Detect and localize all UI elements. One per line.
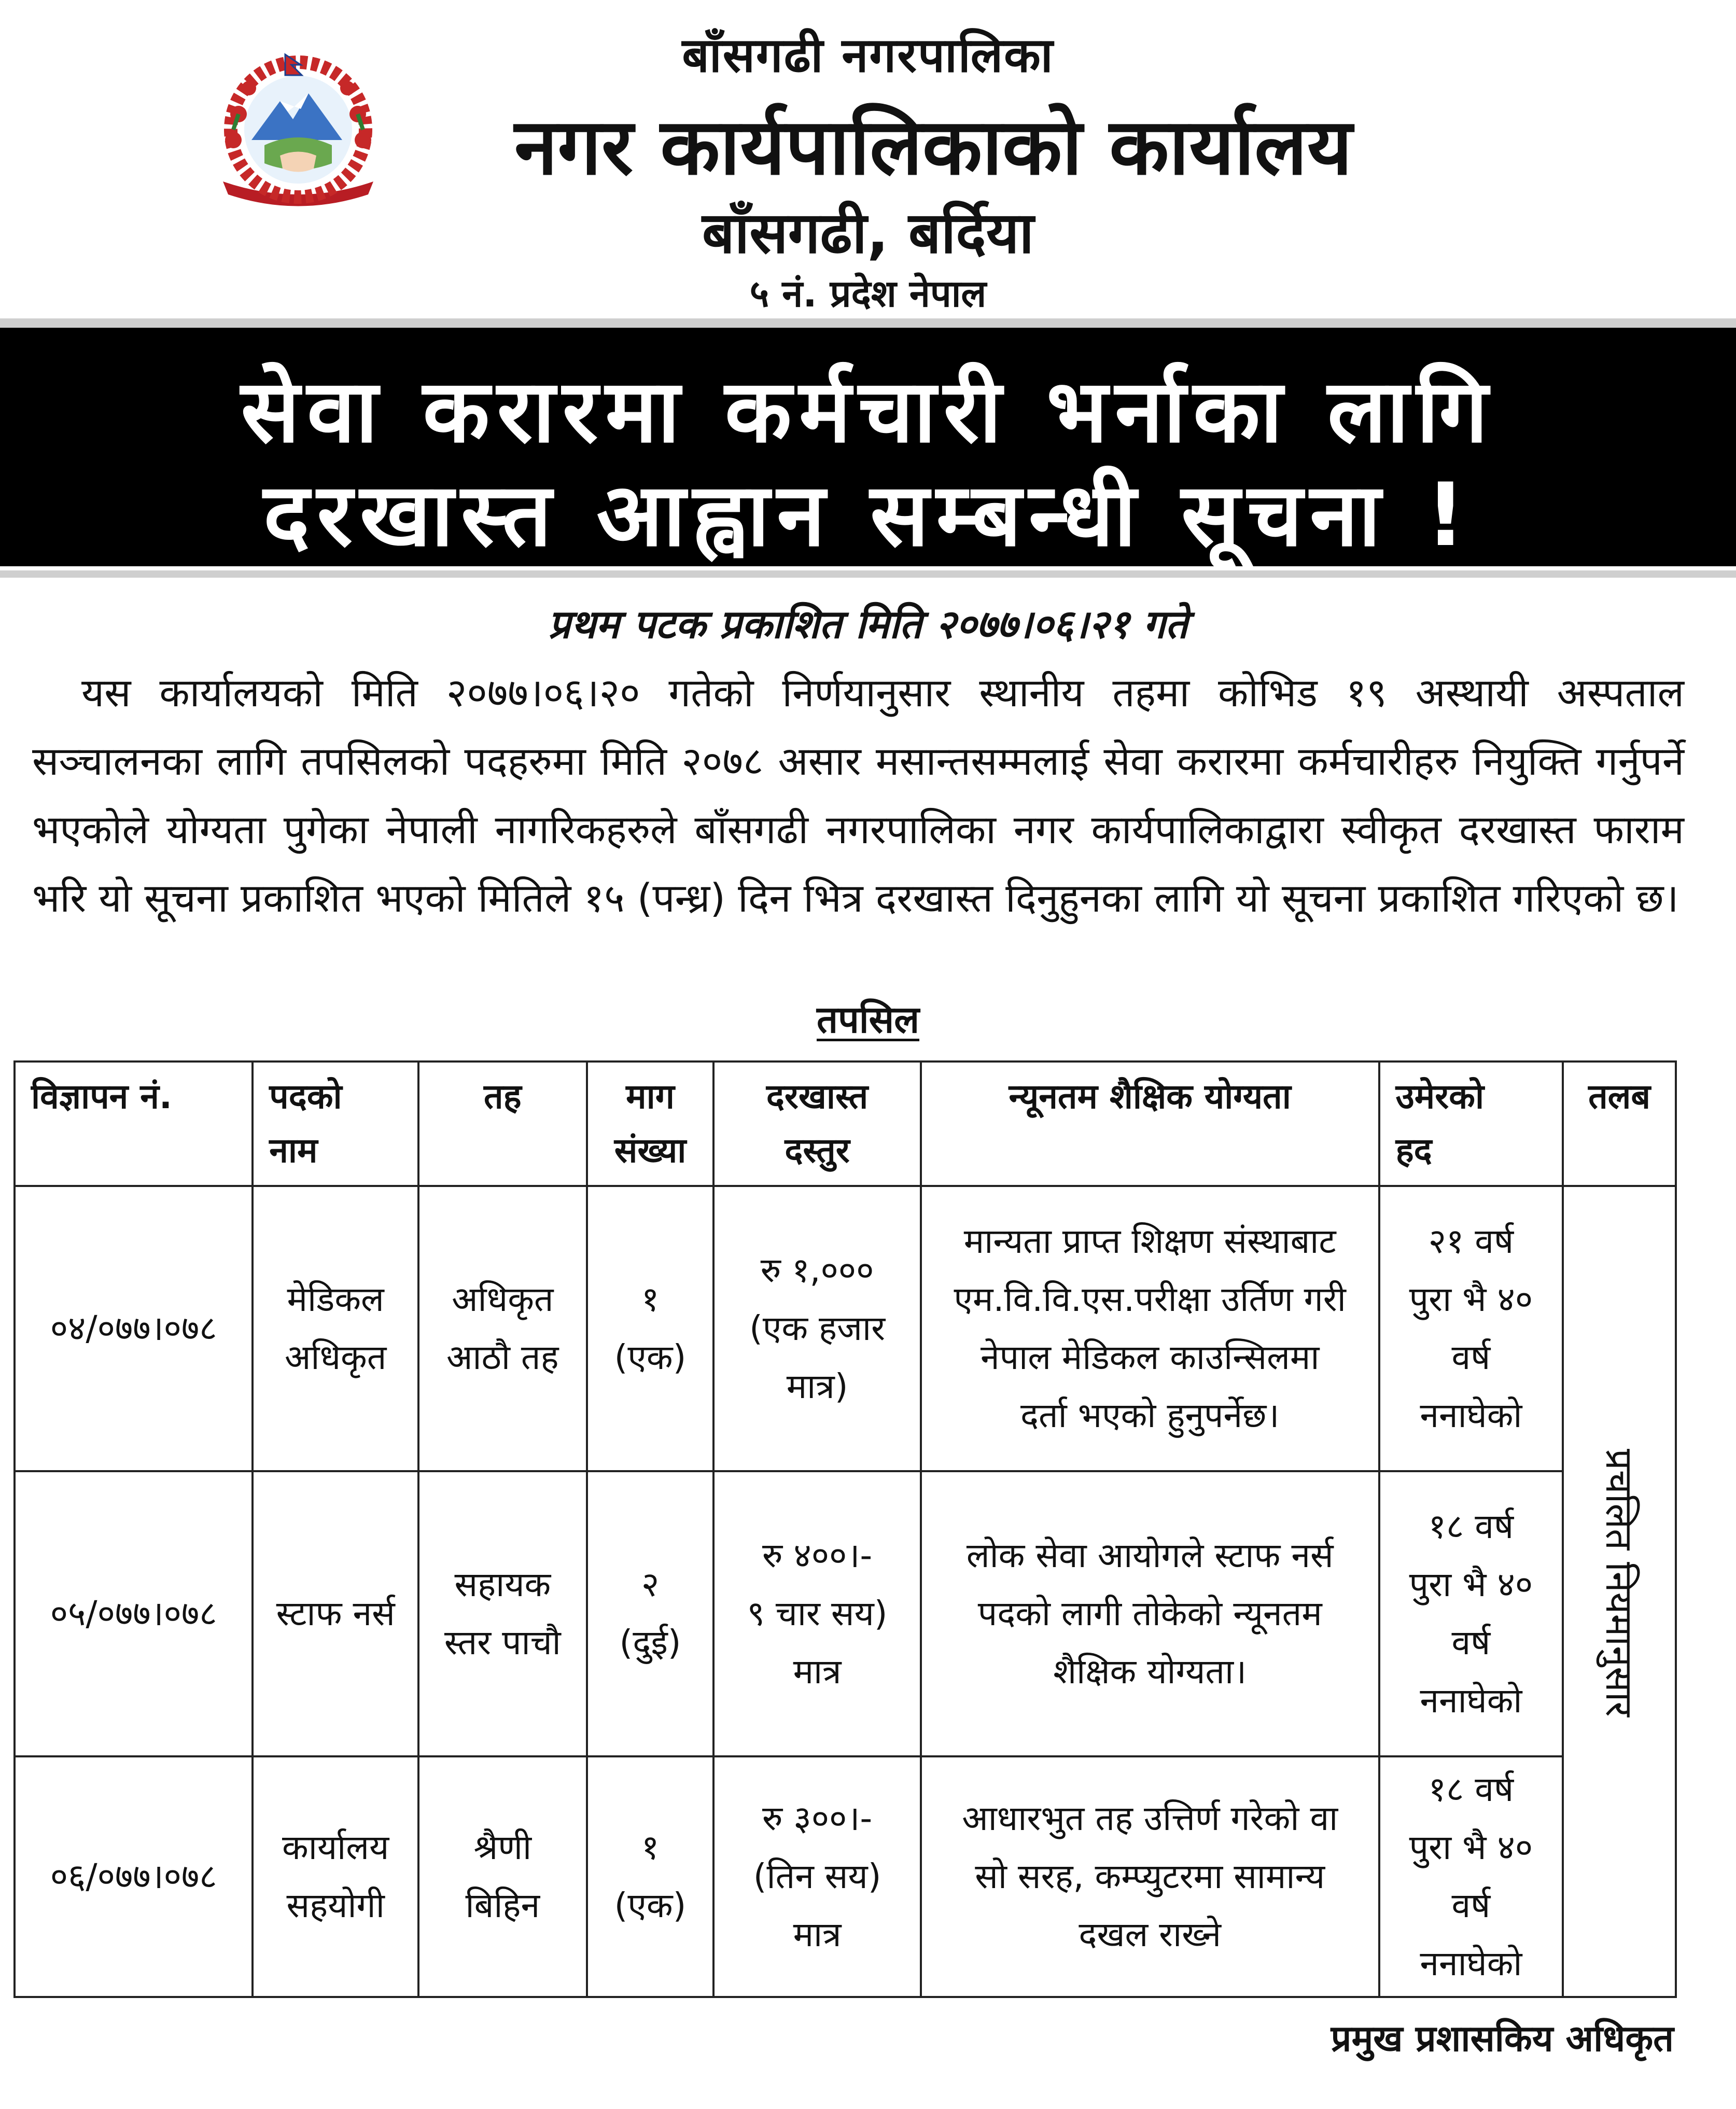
cell-level: श्रैणी बिहिन [418, 1756, 587, 1997]
cell-post: मेडिकल अधिकृत [253, 1186, 418, 1471]
table-title [0, 993, 1736, 1044]
top-divider [0, 318, 1736, 328]
province-name: ५ नं. प्रदेश नेपाल [749, 272, 987, 315]
cell-age: १८ वर्ष पुरा भै ४० वर्ष ननाघेको [1379, 1756, 1563, 1997]
banner-line-2: दरखास्त आह्वान सम्बन्धी सूचना ! [263, 464, 1473, 566]
cell-fee: रु ३००।- (तिन सय) मात्र [713, 1756, 920, 1997]
notice-banner [0, 328, 1736, 566]
cell-salary [1563, 1186, 1676, 1997]
municipality-name: बाँसगढी नगरपालिका [682, 27, 1054, 83]
cell-post: स्टाफ नर्स [253, 1471, 418, 1756]
cell-count: २ (दुई) [587, 1471, 714, 1756]
header-demand: माग संख्या [587, 1062, 714, 1186]
office-name: नगर कार्यपालिकाको कार्यालय [514, 102, 1352, 192]
table-row [15, 1186, 1676, 1471]
cell-level: सहायक स्तर पाचौ [418, 1471, 587, 1756]
notice-body: यस कार्यालयको मिति २०७७।०६।२० गतेको निर्णयानुसार स्थानीय तहमा कोभिड १९ अस्थायी अस्पताल सञ्चालनका लागि तपसिलको पदहरुमा मिति २०७८ असार मसान्तसम्मलाई सेवा करारमा कर्मचारीहरु नियुक्ति गर्नुपर्ने भएकोले योग्यता पुगेका नेपाली नागरिकहरुले बाँसगढी नगरपालिका नगर कार्यपालिकाद्वारा स्वीकृत दरखास्त फाराम भरि यो सूचना प्रकाशित भएको मितिले १५ (पन्ध्र) दिन भित्र दरखास्त दिनुहुनका लागि यो सूचना प्रकाशित गरिएको छ। [32, 669, 1684, 921]
cell-ad-no: ०४/०७७।०७८ [15, 1186, 253, 1471]
table-header-row [15, 1062, 1676, 1186]
cell-qualification: मान्यता प्राप्त शिक्षण संस्थाबाट एम.वि.वि.एस.परीक्षा उर्तिण गरी नेपाल मेडिकल काउन्सिलमा दर्ता भएको हुनुपर्नेछ। [921, 1186, 1379, 1471]
table-row [15, 1756, 1676, 1997]
cell-count: १ (एक) [587, 1186, 714, 1471]
bottom-divider [0, 570, 1736, 578]
cell-fee: रु १,००० (एक हजार मात्र) [713, 1186, 920, 1471]
office-location: बाँसगढी, बर्दिया [702, 200, 1034, 266]
signatory-title: प्रमुख प्रशासकिय अधिकृत [1331, 2017, 1674, 2060]
published-date: प्रथम पटक प्रकाशित मिति २०७७।०६।२१ गते [548, 601, 1188, 647]
cell-qualification: आधारभुत तह उत्तिर्ण गरेको वा सो सरह, कम्प्युटरमा सामान्य दखल राख्ने [921, 1756, 1379, 1997]
table-title-text: तपसिल [816, 998, 920, 1041]
cell-qualification: लोक सेवा आयोगले स्टाफ नर्स पदको लागी तोकेको न्यूनतम शैक्षिक योग्यता। [921, 1471, 1379, 1756]
cell-age: २१ वर्ष पुरा भै ४० वर्ष ननाघेको [1379, 1186, 1563, 1471]
cell-age: १८ वर्ष पुरा भै ४० वर्ष ननाघेको [1379, 1471, 1563, 1756]
header-fee: दरखास्त दस्तुर [713, 1062, 920, 1186]
cell-ad-no: ०६/०७७।०७८ [15, 1756, 253, 1997]
cell-ad-no: ०५/०७७।०७८ [15, 1471, 253, 1756]
cell-level: अधिकृत आठौ तह [418, 1186, 587, 1471]
table-row [15, 1471, 1676, 1756]
header-qualification: न्यूनतम शैक्षिक योग्यता [921, 1062, 1379, 1186]
salary-text: प्रचलित नियमानुसार [1598, 1448, 1642, 1717]
header-ad-no: विज्ञापन नं. [15, 1062, 253, 1186]
header-age: उमेरको हद [1379, 1062, 1563, 1186]
cell-post: कार्यालय सहयोगी [253, 1756, 418, 1997]
cell-fee: रु ४००।- ९ चार सय) मात्र [713, 1471, 920, 1756]
cell-count: १ (एक) [587, 1756, 714, 1997]
header-post: पदको नाम [253, 1062, 418, 1186]
letterhead [0, 0, 1736, 316]
header-salary: तलब [1563, 1062, 1676, 1186]
header-level: तह [418, 1062, 587, 1186]
banner-line-1: सेवा करारमा कर्मचारी भर्नाका लागि [241, 360, 1495, 462]
vacancy-table [13, 1060, 1677, 1998]
